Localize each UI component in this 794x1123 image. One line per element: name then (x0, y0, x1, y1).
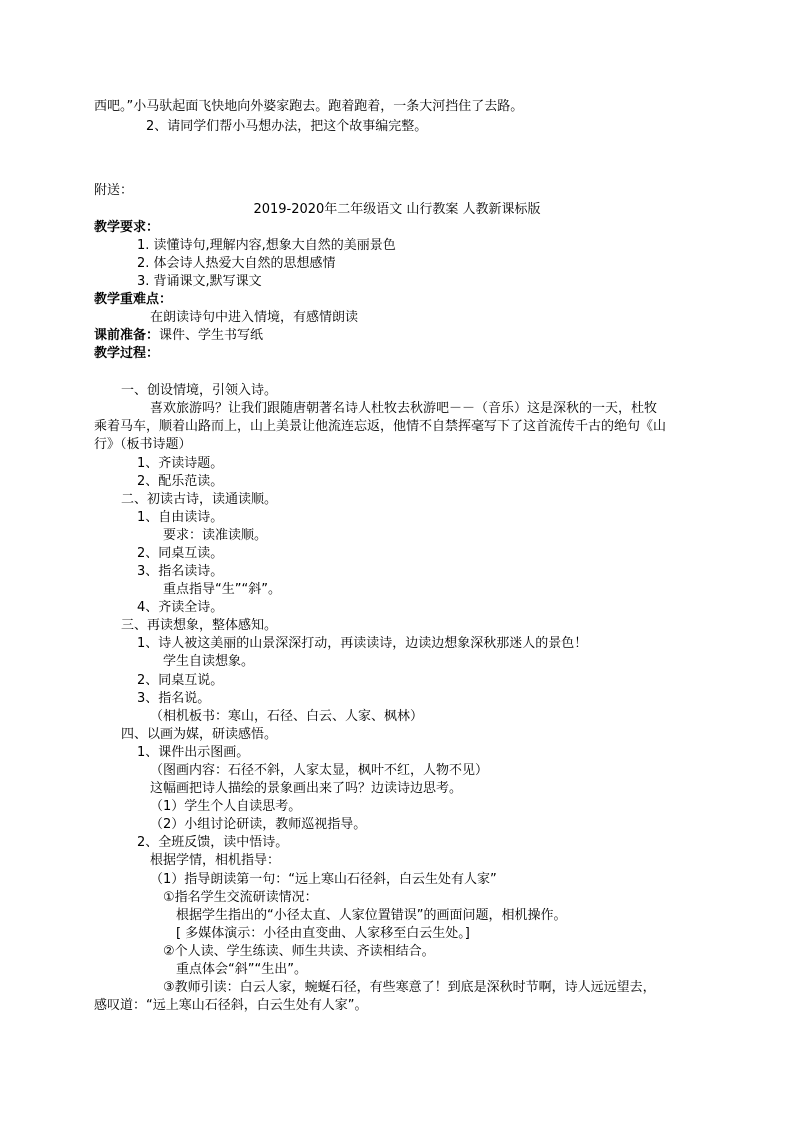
list-item: （相机板书：寒山，石径、白云、人家、枫林） (150, 709, 424, 724)
preparation-heading: 课前准备： (94, 328, 160, 343)
text-line: 2、请同学们帮小马想办法，把这个故事编完整。 (146, 119, 428, 134)
list-item: （1）学生个人自读思考。 (150, 799, 302, 814)
list-item: 4、齐读全诗。 (137, 600, 224, 615)
process-heading: 教学过程： (94, 346, 160, 361)
text-line: 西吧。”小马驮起面飞快地向外婆家跑去。跑着跑着，一条大河挡住了去路。 (94, 99, 524, 114)
list-item: 2、同桌互读。 (137, 546, 224, 561)
preparation-line (94, 327, 263, 345)
list-item: 2、配乐范读。 (137, 474, 224, 489)
key-points-heading: 教学重难点： (94, 292, 173, 307)
list-item: 1、课件出示图画。 (137, 745, 250, 760)
section-heading: 三、再读想象，整体感知。 (121, 618, 278, 633)
requirement-item: 3. 背诵课文,默写课文 (137, 274, 262, 289)
list-item: 重点体会“斜”“生出”。 (176, 962, 307, 977)
paragraph-line: 行》（板书诗题） (94, 437, 192, 452)
list-item: 2、全班反馈，读中悟诗。 (137, 835, 289, 850)
paragraph-line: 乘着马车，顺着山路而上，山上美景让他流连忘返，他情不自禁挥毫写下了这首流传千古的绝句《山 (94, 419, 667, 434)
list-item: （2）小组讨论研读，教师巡视指导。 (150, 817, 367, 832)
paragraph-line: 感叹道：“远上寒山石径斜，白云生处有人家”。 (94, 998, 368, 1013)
list-item: 1、齐读诗题。 (137, 456, 224, 471)
list-item: （图画内容：石径不斜，人家太显，枫叶不红，人物不见） (150, 763, 489, 778)
requirements-heading: 教学要求： (94, 220, 160, 235)
requirement-item: 1. 读懂诗句,理解内容,想象大自然的美丽景色 (137, 238, 396, 253)
section-heading: 四、以画为媒，研读感悟。 (121, 727, 278, 742)
preparation-text: 课件、学生书写纸 (159, 328, 264, 343)
list-item: [ 多媒体演示：小径由直变曲、人家移至白云生处。] (176, 926, 470, 941)
list-item: 1、自由读诗。 (137, 510, 224, 525)
list-item: 2、同桌互说。 (137, 673, 224, 688)
list-item: 根据学生指出的“小径太直、人家位置错误”的画面问题，相机操作。 (176, 908, 567, 923)
appendix-label: 附送： (94, 183, 134, 198)
paragraph-line: 喜欢旅游吗？让我们跟随唐朝著名诗人杜牧去秋游吧－－（音乐）这是深秋的一天，杜牧 (150, 401, 658, 416)
list-item: 3、指名说。 (137, 691, 211, 706)
list-item: 1、诗人被这美丽的山景深深打动，再读读诗，边读边想象深秋那迷人的景色！ (137, 636, 588, 651)
list-item: ②个人读、学生练读、师生共读、齐读相结合。 (163, 944, 435, 959)
list-item: 重点指导“生”“斜”。 (163, 582, 281, 597)
list-item: 这幅画把诗人描绘的景象画出来了吗？边读诗边思考。 (150, 781, 463, 796)
paragraph-line: ③教师引读：白云人家，蜿蜒石径，有些寒意了！到底是深秋时节啊，诗人远远望去， (163, 980, 656, 995)
key-points-text: 在朗读诗句中进入情境，有感情朗读 (150, 310, 359, 325)
list-item: 要求：读准读顺。 (163, 528, 268, 543)
list-item: 根据学情，相机指导： (150, 853, 281, 868)
requirement-item: 2. 体会诗人热爱大自然的思想感情 (137, 256, 336, 271)
list-item: ①指名学生交流研读情况： (163, 890, 318, 905)
section-heading: 二、初读古诗，读通读顺。 (121, 492, 278, 507)
list-item: （1）指导朗读第一句：“远上寒山石径斜，白云生处有人家” (150, 872, 497, 887)
list-item: 学生自读想象。 (163, 654, 255, 669)
document-title: 2019-2020年二年级语文 山行教案 人教新课标版 (253, 202, 541, 217)
section-heading: 一、创设情境，引领入诗。 (121, 383, 278, 398)
list-item: 3、指名读诗。 (137, 564, 224, 579)
